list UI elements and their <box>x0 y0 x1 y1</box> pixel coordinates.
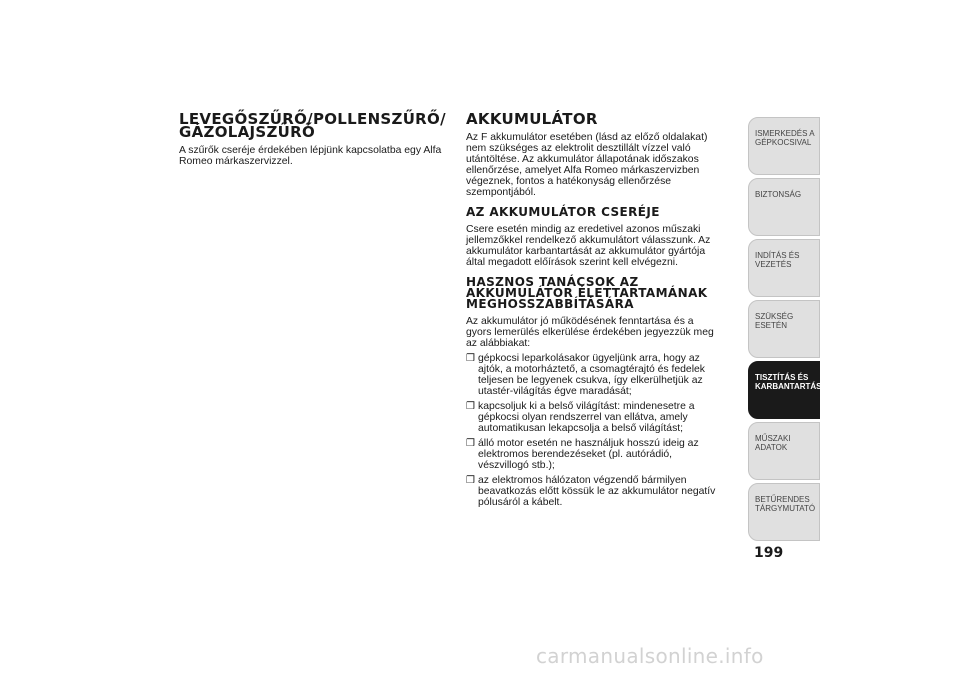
tab-getting-to-know[interactable]: ISMERKEDÉS A GÉPKOCSIVAL <box>748 117 820 175</box>
tab-safety[interactable]: BIZTONSÁG <box>748 178 820 236</box>
checkbox-bullet-icon: ❒ <box>466 401 475 412</box>
checkbox-bullet-icon: ❒ <box>466 353 475 364</box>
list-item-text: álló motor esetén ne használjuk hosszú ideig az elektromos berendezéseket (pl. autórádió, vészvillogó stb.); <box>478 438 699 471</box>
list-item <box>466 401 718 434</box>
list-item-text: az elektromos hálózaton végzendő bármilyen beavatkozás előtt kössük le az akkumulátor negatív pólusáról a kábelt. <box>478 475 716 508</box>
tab-emergency[interactable]: SZÜKSÉG ESETÉN <box>748 300 820 358</box>
list-item-text: gépkocsi leparkolásakor ügyeljünk arra, hogy az ajtók, a motorháztető, a csomagtérajtó és fedelek teljesen be legyenek csukva, így elkerülhetjük az utastér-világítás égve maradását; <box>478 353 705 397</box>
right-column <box>466 110 718 512</box>
list-item-text: kapcsoljuk ki a belső világítást: mindenesetre a gépkocsi olyan rendszerrel van ellátva, amely automatikusan lekapcsolja a belső világítást; <box>478 401 695 434</box>
checkbox-bullet-icon: ❒ <box>466 438 475 449</box>
checkbox-bullet-icon: ❒ <box>466 475 475 486</box>
tab-technical-data[interactable]: MŰSZAKI ADATOK <box>748 422 820 480</box>
tab-index[interactable]: BETŰRENDES TÁRGYMUTATÓ <box>748 483 820 541</box>
list-item <box>466 475 718 508</box>
list-item <box>466 438 718 471</box>
chapter-tabs <box>748 117 820 544</box>
battery-tips-list <box>466 353 718 508</box>
battery-paragraph: Az F akkumulátor esetében (lásd az előző oldalakat) nem szükséges az elektrolit desztillált vízzel való utántöltése. Az akkumulátor állapotának időszakos ellenőrzése, amelyet Alfa Romeo márkaszervizben végeznek, fontos a hatékonyság ellenőrzése szempontjából. <box>466 132 708 198</box>
page-number: 199 <box>754 545 784 561</box>
battery-replacement-paragraph: Csere esetén mindig az eredetivel azonos műszaki jellemzőkkel rendelkező akkumulátort válasszunk. Az akkumulátor karbantartását az akkumulátor gyártója által megadott előírások szerint kell elvégezni. <box>466 224 711 268</box>
battery-tips-paragraph: Az akkumulátor jó működésének fenntartása és a gyors lemerülés elkerülése érdekében jegyezzük meg az alábbiakat: <box>466 316 714 349</box>
battery-tips-heading: HASZNOS TANÁCSOK AZ AKKUMULÁTOR ÉLETTARTAMÁNAK MEGHOSSZABBÍTÁSÁRA <box>466 275 708 311</box>
section-heading-filters: LEVEGŐSZŰRŐ/POLLENSZŰRŐ/ GÁZOLAJSZŰRŐ <box>179 110 446 141</box>
battery-replacement-heading: AZ AKKUMULÁTOR CSERÉJE <box>466 205 660 219</box>
watermark: carmanualsonline.info <box>536 644 764 668</box>
list-item <box>466 353 718 397</box>
tab-maintenance[interactable]: TISZTÍTÁS ÉS KARBANTARTÁS <box>748 361 820 419</box>
tab-starting-driving[interactable]: INDÍTÁS ÉS VEZETÉS <box>748 239 820 297</box>
left-column <box>179 110 447 167</box>
filters-paragraph: A szűrők cseréje érdekében lépjünk kapcsolatba egy Alfa Romeo márkaszervizzel. <box>179 145 442 167</box>
section-heading-battery: AKKUMULÁTOR <box>466 110 598 128</box>
